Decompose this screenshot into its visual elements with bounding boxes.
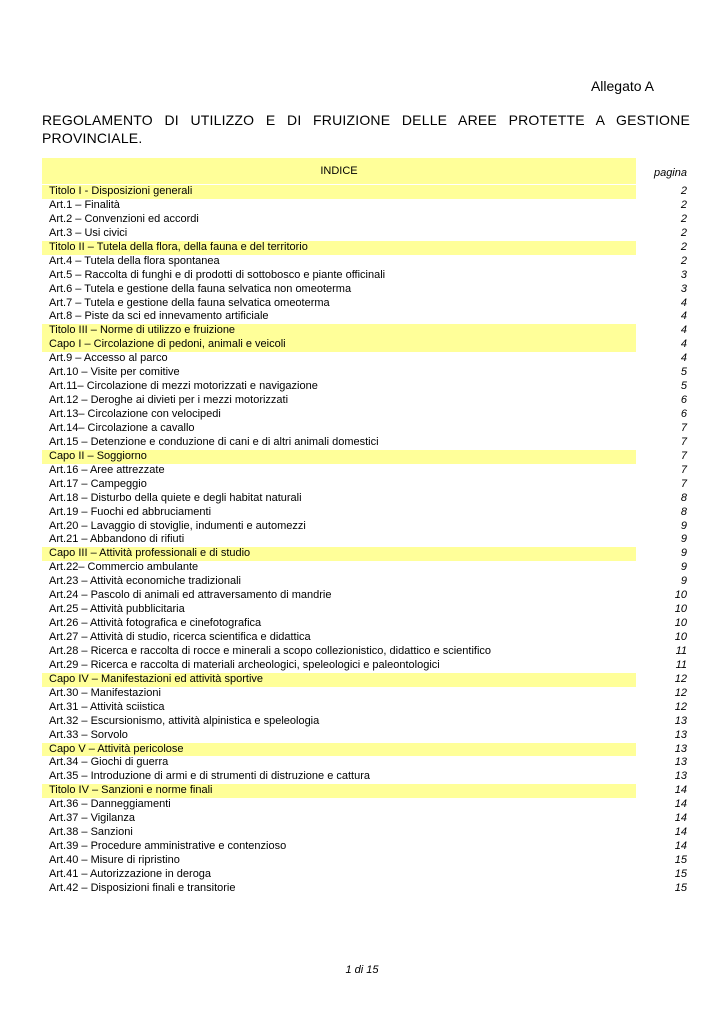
toc-entry-page: 7 — [680, 435, 687, 448]
toc-entry — [42, 478, 690, 492]
toc-entry-label: Art.2 – Convenzioni ed accordi — [49, 212, 199, 225]
toc-entry-page: 11 — [675, 658, 687, 671]
toc-entry-page: 13 — [674, 742, 687, 755]
toc-entry-page: 2 — [680, 240, 687, 253]
toc-entry-page: 3 — [680, 268, 687, 281]
toc-entry-page: 15 — [674, 867, 687, 880]
toc-entry-label: Art.23 – Attività economiche tradizionali — [49, 575, 241, 588]
toc-entry — [42, 561, 690, 575]
toc-entry-page: 2 — [680, 212, 687, 225]
toc-entry — [42, 589, 690, 603]
toc-entry-label: Art.24 – Pascolo di animali ed attraversamento di mandrie — [49, 589, 332, 602]
toc-entry — [42, 603, 690, 617]
toc-entry — [42, 715, 690, 729]
toc-entry-page: 14 — [674, 812, 687, 825]
toc-entry-label: Capo V – Attività pericolose — [42, 743, 636, 757]
toc-entry — [42, 701, 690, 715]
toc-entry-page: 12 — [674, 672, 687, 685]
toc-entry — [42, 436, 690, 450]
toc-entry-label: Capo III – Attività professionali e di studio — [42, 547, 636, 561]
toc-entry — [42, 868, 690, 882]
toc-entry-label: Art.17 – Campeggio — [49, 477, 147, 490]
toc-entry-label: Art.34 – Giochi di guerra — [49, 756, 169, 769]
toc-entry-page: 10 — [674, 631, 687, 643]
toc-entry — [42, 575, 690, 589]
toc-entry-label: Art.35 – Introduzione di armi e di strumenti di distruzione e cattura — [49, 770, 370, 783]
toc-entry-label: Art.38 – Sanzioni — [49, 826, 133, 839]
toc-entry — [42, 770, 690, 784]
toc-entry-label: Titolo III – Norme di utilizzo e fruizione — [42, 324, 636, 338]
toc-entry-label: Art.13– Circolazione con velocipedi — [49, 408, 221, 420]
toc-entry-label: Art.14– Circolazione a cavallo — [49, 421, 195, 434]
toc-entry-page: 10 — [674, 617, 687, 630]
toc-entry-page: 13 — [674, 714, 687, 727]
toc-entry-page: 11 — [675, 644, 687, 657]
toc-entry-page: 14 — [674, 840, 687, 853]
toc-entry — [42, 422, 690, 436]
toc-entry — [42, 659, 690, 673]
toc-entry-page: 9 — [680, 533, 687, 546]
toc-entry-page: 12 — [674, 700, 687, 713]
toc-entry — [42, 882, 690, 896]
toc-entry — [42, 213, 690, 227]
toc-list — [42, 185, 690, 896]
toc-entry — [42, 506, 690, 520]
toc-entry-page: 4 — [680, 296, 687, 309]
toc-entry — [42, 520, 690, 534]
toc-section-heading — [42, 743, 690, 757]
toc-entry-page: 2 — [680, 185, 687, 197]
toc-entry — [42, 812, 690, 826]
toc-entry — [42, 645, 690, 659]
toc-entry — [42, 464, 690, 478]
toc-entry-page: 4 — [680, 310, 687, 323]
toc-entry — [42, 283, 690, 297]
toc-entry-page: 14 — [674, 784, 687, 797]
toc-entry — [42, 687, 690, 701]
toc-entry-page: 2 — [680, 254, 687, 267]
toc-entry-label: Art.39 – Procedure amministrative e contenzioso — [49, 840, 287, 853]
annex-label: Allegato A — [590, 78, 654, 94]
toc-entry-label: Art.30 – Manifestazioni — [49, 686, 161, 699]
toc-entry-label: Art.37 – Vigilanza — [49, 812, 136, 825]
toc-section-heading — [42, 185, 690, 199]
toc-entry — [42, 798, 690, 812]
toc-entry-page: 13 — [674, 756, 687, 769]
toc-entry-label: Capo IV – Manifestazioni ed attività sportive — [42, 673, 636, 687]
toc-entry-page: 13 — [674, 770, 687, 783]
toc-entry-label: Art.36 – Danneggiamenti — [49, 798, 171, 811]
toc-entry-page: 2 — [680, 226, 687, 239]
toc-entry-label: Art.5 – Raccolta di funghi e di prodotti di sottobosco e piante officinali — [49, 268, 386, 281]
toc-entry — [42, 394, 690, 408]
document-title: REGOLAMENTO DI UTILIZZO E DI FRUIZIONE DELLE AREE PROTETTE A GESTIONE PROVINCIALE. — [42, 112, 690, 146]
toc-entry — [42, 826, 690, 840]
toc-entry-label: Titolo IV – Sanzioni e norme finali — [42, 784, 636, 798]
table-of-contents — [42, 158, 690, 896]
toc-entry-page: 4 — [680, 352, 687, 365]
toc-entry-page: 8 — [680, 505, 687, 518]
toc-page-heading: pagina — [653, 167, 687, 179]
toc-entry-label: Art.6 – Tutela e gestione della fauna selvatica non omeoterma — [49, 282, 352, 295]
toc-entry — [42, 854, 690, 868]
toc-entry — [42, 408, 690, 422]
toc-entry-label: Titolo II – Tutela della flora, della fauna e del territorio — [42, 241, 636, 255]
toc-entry-page: 10 — [674, 589, 687, 602]
toc-entry-page: 15 — [674, 881, 687, 894]
toc-entry-label: Art.22– Commercio ambulante — [49, 561, 199, 574]
toc-entry-label: Art.8 – Piste da sci ed innevamento artificiale — [49, 310, 269, 323]
toc-entry-label: Art.33 – Sorvolo — [49, 728, 128, 741]
toc-entry-label: Art.26 – Attività fotografica e cinefotografica — [49, 617, 262, 630]
toc-entry-label: Art.32 – Escursionismo, attività alpinistica e speleologia — [49, 714, 320, 727]
toc-entry — [42, 297, 690, 311]
toc-entry — [42, 255, 690, 269]
toc-entry-label: Art.40 – Misure di ripristino — [49, 854, 180, 866]
toc-entry-page: 6 — [680, 408, 687, 420]
page-footer: 1 di 15 — [345, 964, 379, 976]
toc-entry-label: Art.41 – Autorizzazione in deroga — [49, 867, 212, 880]
toc-entry-label: Art.15 – Detenzione e conduzione di cani e di altri animali domestici — [49, 435, 379, 448]
toc-entry-label: Art.25 – Attività pubblicitaria — [49, 603, 185, 616]
toc-entry-label: Titolo I - Disposizioni generali — [42, 185, 636, 199]
toc-entry-page: 4 — [680, 338, 687, 351]
toc-entry-page: 4 — [680, 324, 687, 337]
toc-entry-page: 7 — [680, 477, 687, 490]
toc-entry-label: Capo I – Circolazione di pedoni, animali e veicoli — [42, 338, 636, 352]
toc-entry — [42, 269, 690, 283]
toc-section-heading — [42, 338, 690, 352]
toc-entry-page: 9 — [680, 519, 687, 532]
toc-entry-page: 8 — [680, 491, 687, 504]
toc-entry-page: 14 — [674, 826, 687, 839]
toc-section-heading — [42, 450, 690, 464]
toc-entry-label: Art.27 – Attività di studio, ricerca scientifica e didattica — [49, 631, 311, 643]
toc-entry-label: Art.3 – Usi civici — [49, 226, 128, 239]
toc-entry — [42, 756, 690, 770]
toc-entry-label: Art.16 – Aree attrezzate — [49, 463, 165, 476]
toc-entry — [42, 840, 690, 854]
toc-entry-label: Art.11– Circolazione di mezzi motorizzati e navigazione — [49, 380, 318, 393]
toc-entry — [42, 729, 690, 743]
toc-header — [42, 158, 690, 184]
toc-entry-label: Art.10 – Visite per comitive — [49, 366, 180, 379]
toc-entry-label: Art.12 – Deroghe ai divieti per i mezzi motorizzati — [49, 394, 289, 407]
toc-entry — [42, 492, 690, 506]
toc-entry-page: 9 — [680, 561, 687, 574]
toc-entry — [42, 617, 690, 631]
toc-entry-label: Art.7 – Tutela e gestione della fauna selvatica omeoterma — [49, 296, 330, 309]
toc-entry-page: 14 — [674, 798, 687, 811]
toc-entry — [42, 199, 690, 213]
toc-section-heading — [42, 324, 690, 338]
toc-entry-label: Art.18 – Disturbo della quiete e degli habitat naturali — [49, 491, 302, 504]
toc-entry-page: 6 — [680, 394, 687, 407]
toc-section-heading — [42, 241, 690, 255]
toc-entry — [42, 533, 690, 547]
toc-entry-label: Art.21 – Abbandono di rifiuti — [49, 533, 185, 546]
toc-entry — [42, 631, 690, 645]
toc-entry-page: 10 — [674, 603, 687, 616]
toc-entry-label: Art.42 – Disposizioni finali e transitorie — [49, 881, 236, 894]
toc-entry-label: Art.9 – Accesso al parco — [49, 352, 168, 365]
toc-entry-label: Art.1 – Finalità — [49, 198, 120, 211]
toc-entry-label: Art.4 – Tutela della flora spontanea — [49, 254, 220, 267]
toc-entry-page: 7 — [680, 463, 687, 476]
toc-entry-page: 2 — [680, 198, 687, 211]
toc-entry-page: 9 — [680, 547, 687, 560]
toc-entry — [42, 352, 690, 366]
toc-entry-label: Art.20 – Lavaggio di stoviglie, indumenti e automezzi — [49, 519, 306, 532]
toc-entry-page: 7 — [680, 449, 687, 462]
toc-entry-page: 15 — [674, 854, 687, 866]
toc-entry-page: 5 — [680, 380, 687, 393]
toc-entry-label: Art.29 – Ricerca e raccolta di materiali archeologici, speleologici e paleontologici — [49, 658, 440, 671]
toc-entry-label: Art.31 – Attività sciistica — [49, 700, 165, 713]
toc-entry-page: 12 — [674, 686, 687, 699]
toc-entry — [42, 310, 690, 324]
toc-section-heading — [42, 673, 690, 687]
toc-heading: INDICE — [320, 165, 358, 177]
toc-entry — [42, 380, 690, 394]
toc-entry — [42, 227, 690, 241]
toc-entry-page: 13 — [674, 728, 687, 741]
toc-entry — [42, 366, 690, 380]
toc-entry-page: 7 — [680, 421, 687, 434]
toc-entry-label: Art.19 – Fuochi ed abbruciamenti — [49, 505, 212, 518]
toc-entry-label: Capo II – Soggiorno — [42, 450, 636, 464]
toc-entry-page: 5 — [680, 366, 687, 379]
toc-section-heading — [42, 784, 690, 798]
toc-section-heading — [42, 547, 690, 561]
toc-entry-page: 3 — [680, 282, 687, 295]
toc-entry-page: 9 — [680, 575, 687, 588]
toc-entry-label: Art.28 – Ricerca e raccolta di rocce e minerali a scopo collezionistico, didattico e scientifico — [49, 644, 492, 657]
